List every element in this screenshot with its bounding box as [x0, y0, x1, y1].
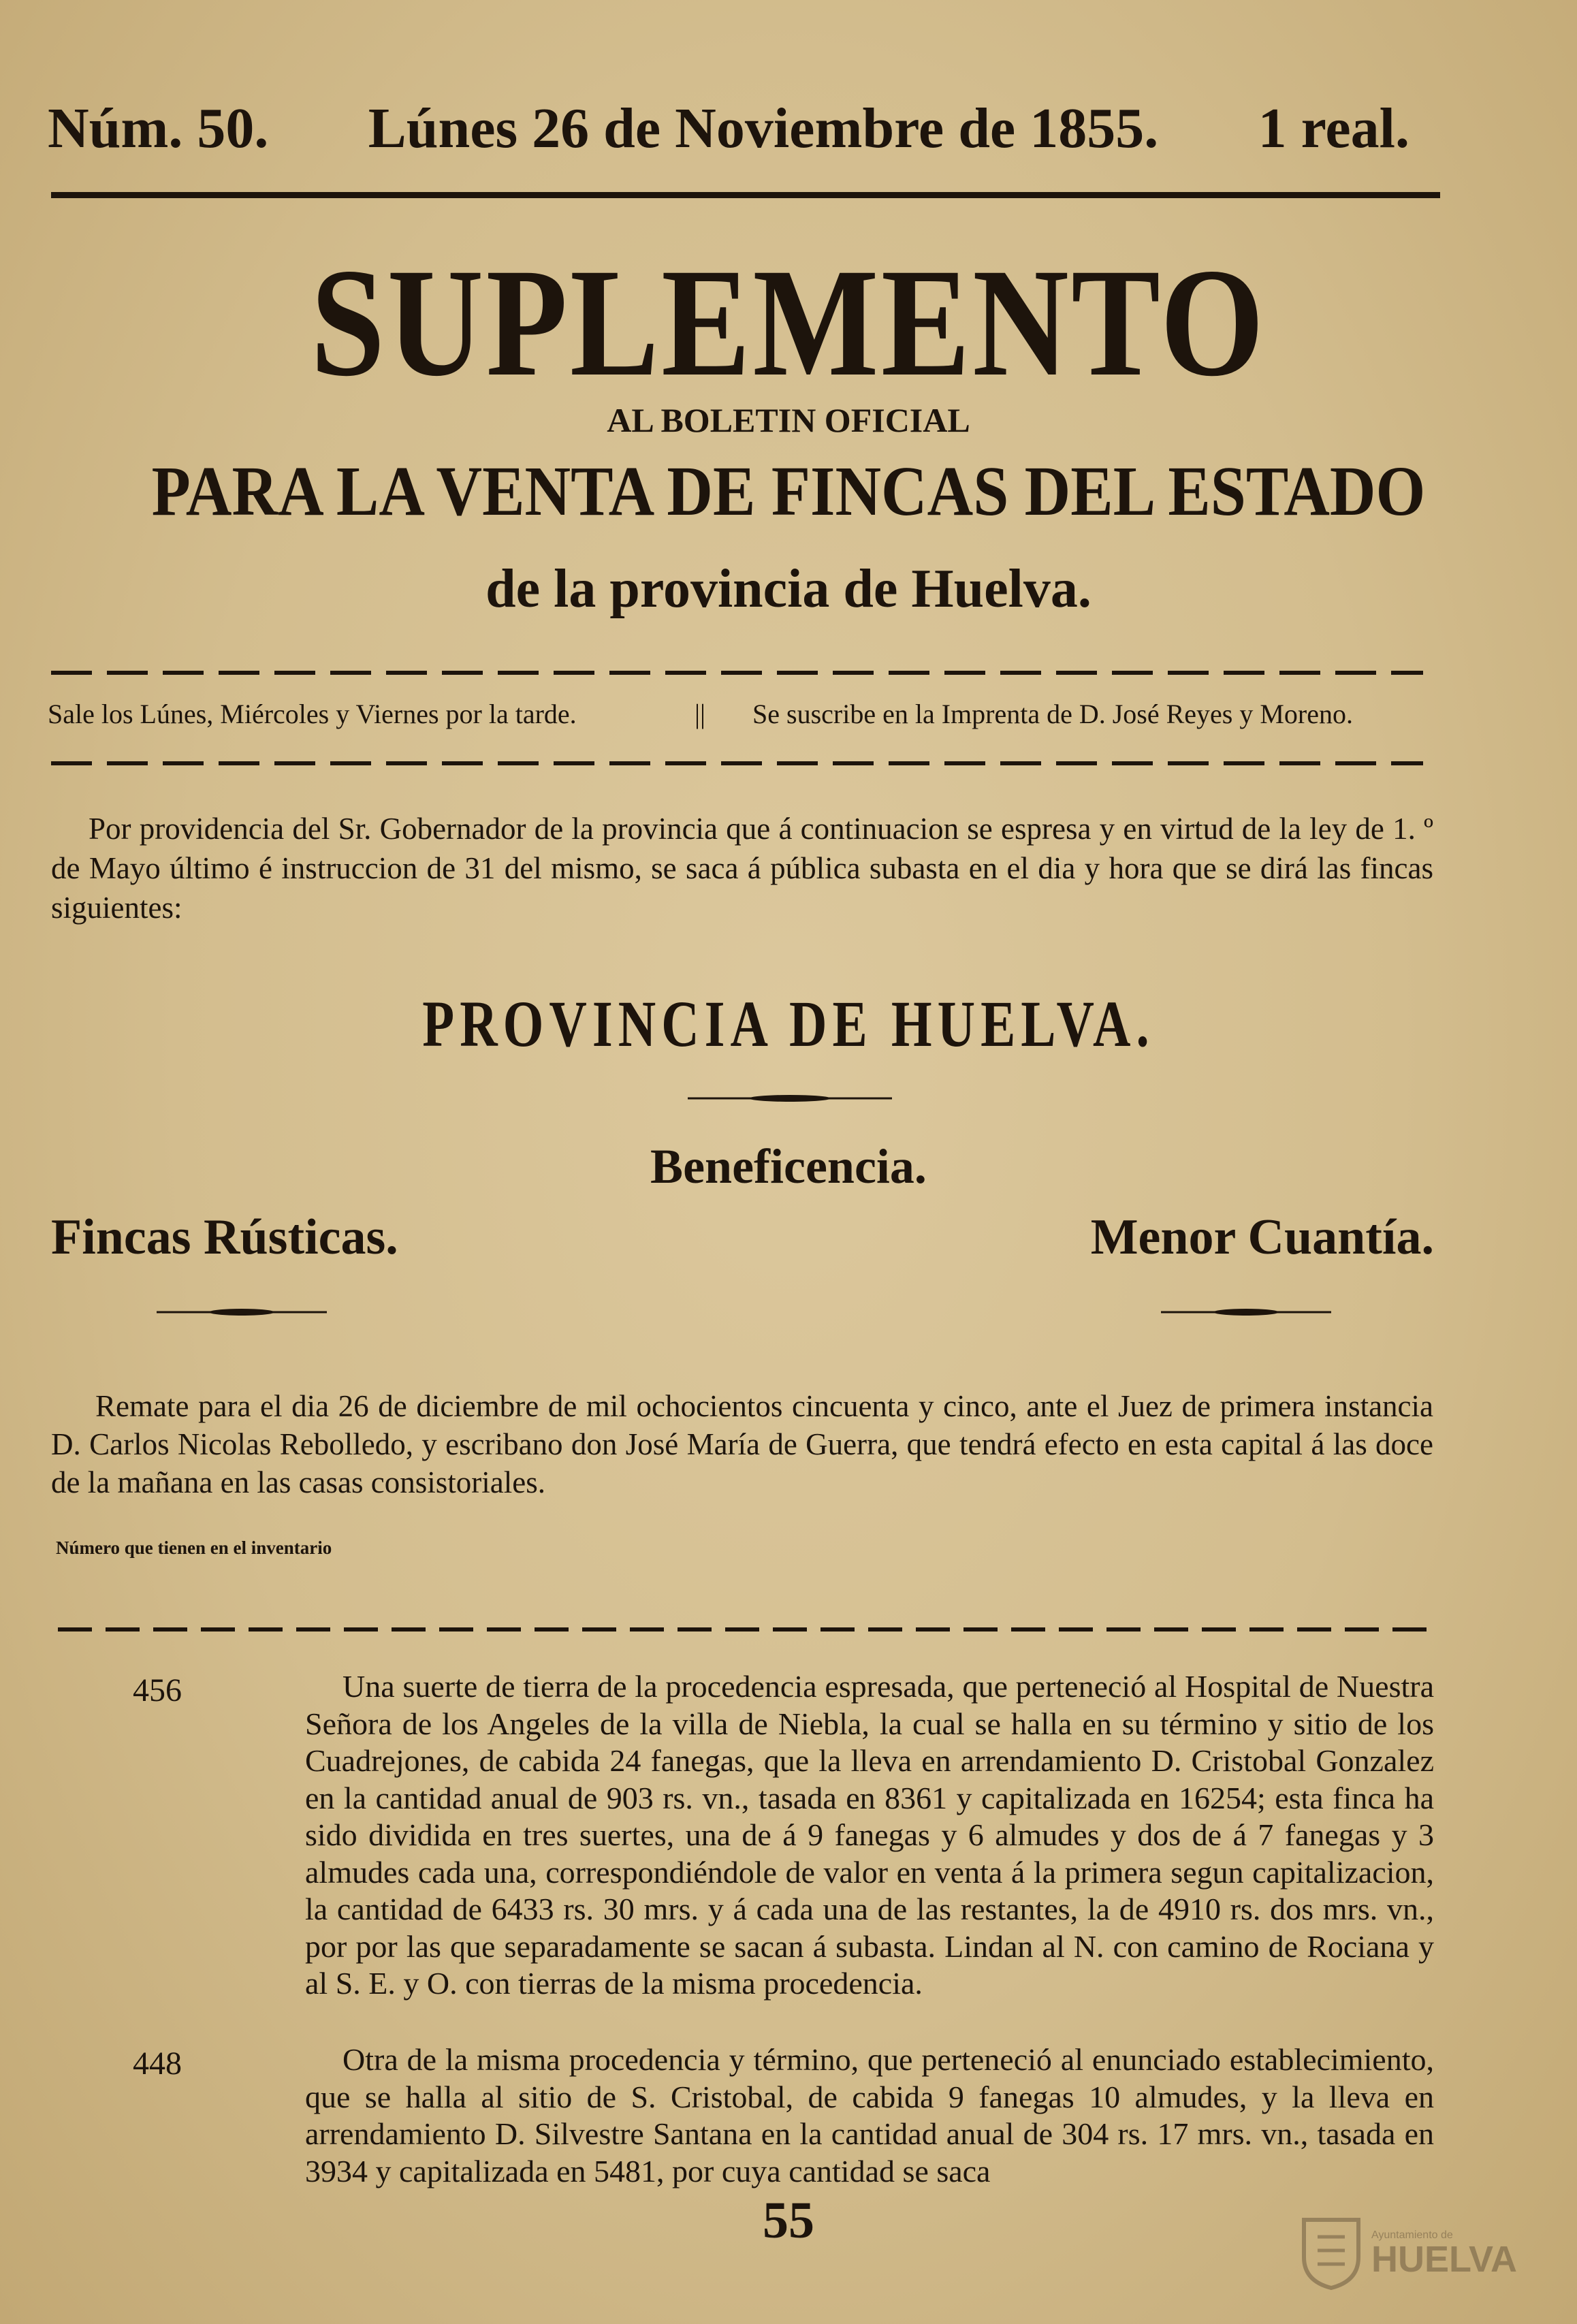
province-heading: PROVINCIA DE HUELVA. [422, 987, 1155, 1060]
issue-date: Lúnes 26 de Noviembre de 1855. [368, 97, 1159, 160]
fincas-rusticas-heading: Fincas Rústicas. [51, 1209, 398, 1265]
ornament-divider [688, 1092, 892, 1104]
dashed-rule-bottom [51, 761, 1423, 765]
title: SUPLEMENTO [310, 237, 1267, 409]
page-folio: 55 [763, 2192, 814, 2249]
masthead [48, 95, 1409, 161]
ornament-divider-left [157, 1306, 327, 1318]
section-heading: Beneficencia. [650, 1139, 927, 1194]
publication-separator: || [695, 699, 706, 729]
entry-number: 456 [133, 1672, 182, 1708]
stamp-line-big: HUELVA [1371, 2239, 1517, 2280]
issue-price: 1 real. [1258, 97, 1409, 160]
remate-paragraph: Remate para el dia 26 de diciembre de mil ochocientos cincuenta y cinco, ante el Juez de primera instancia D. Carlos Nicolas Rebolledo, y escribano don José María de Guerra, que tendrá efecto en esta capital á las doce de la mañana en las casas consistoriales. [51, 1389, 1433, 1499]
intro-paragraph: Por providencia del Sr. Gobernador de la provincia que á continuacion se espresa y en virtud de la ley de 1. º de Mayo último é instruccion de 31 del mismo, se saca á pública subasta en el dia y hora que se dirá las fincas siguientes: [51, 812, 1433, 925]
entry-text: Otra de la misma procedencia y término, que perteneció al enunciado establecimiento, que se halla al sitio de S. Cristobal, de cabida 9 fanegas 10 almudes, y la lleva en arrendamiento D. Silvestre Santana en la cantidad anual de 304 rs. 17 mrs. vn., tasada en 3934 y capitalizada en 5481, por cuya cantidad se saca [305, 2042, 1434, 2188]
crest-icon [1301, 2216, 1362, 2291]
dashed-rule-top [51, 671, 1423, 675]
stamp-line-small: Ayuntamiento de [1371, 2229, 1453, 2241]
subtitle-boletin: AL BOLETIN OFICIAL [607, 401, 970, 439]
dashed-rule-entries [58, 1627, 1427, 1631]
subtitle-venta-fincas: PARA LA VENTA DE FINCAS DEL ESTADO [151, 452, 1426, 530]
subtitle-provincia: de la provincia de Huelva. [485, 559, 1092, 619]
entry-number: 448 [133, 2046, 182, 2082]
menor-cuantia-heading: Menor Cuantía. [1090, 1209, 1434, 1265]
archive-stamp [1301, 2206, 1539, 2302]
entry-text: Una suerte de tierra de la procedencia espresada, que perteneció al Hospital de Nuestra Señora de los Angeles de la villa de Niebla, la cual se halla en su término y sitio de los Cuadrejones, de cabida 24 fanegas, que la lleva en arrendamiento D. Cristobal Gonzalez en la cantidad anual de 903 rs. vn., tasada en 8361 y capitalizada en 16254; esta finca ha sido dividida en tres suertes, una de á 9 fanegas y 6 almudes y dos de á 7 fanegas y 3 almudes cada una, correspondiéndole de valor en venta á la primera segun capitalizacion, la cantidad de 6433 rs. 30 mrs. y á cada una de las restantes, la de 4910 rs. dos mrs. vn., por por las que separadamente se sacan á subasta. Lindan al N. con camino de Rociana y al S. E. y O. con tierras de la misma procedencia. [305, 1669, 1434, 2001]
masthead-rule [51, 192, 1440, 198]
issue-number: Núm. 50. [48, 97, 269, 160]
publication-subscription: Se suscribe en la Imprenta de D. José Reyes y Moreno. [752, 699, 1353, 729]
ornament-divider-right [1161, 1306, 1331, 1318]
inventory-column-note: Número que tienen en el inventario [56, 1538, 332, 1558]
publication-schedule: Sale los Lúnes, Miércoles y Viernes por la tarde. [48, 699, 577, 729]
